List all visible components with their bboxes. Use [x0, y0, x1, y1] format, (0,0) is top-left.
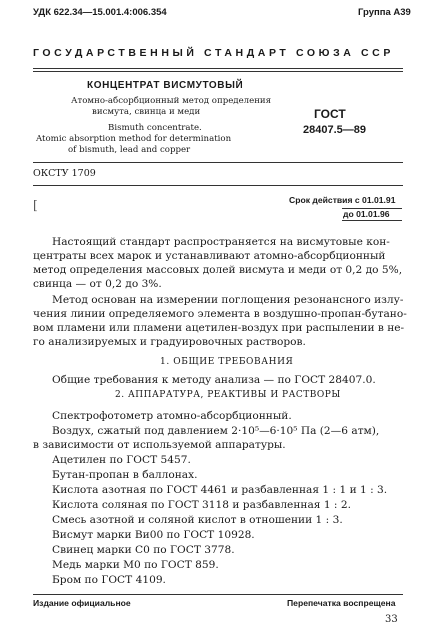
gost-label: ГОСТ [314, 107, 346, 121]
intro-line: чения линии определяемого элемента в воздушно-пропан-бутано- [33, 308, 407, 320]
section-1-heading: 1. ОБЩИЕ ТРЕБОВАНИЯ [160, 357, 294, 367]
okstu-code: ОКСТУ 1709 [33, 168, 96, 179]
intro-line: метод определения массовых долей висмута и меди от 0,2 до 5%, [33, 264, 403, 276]
equipment-line: Медь марки М0 по ГОСТ 859. [52, 559, 219, 571]
equipment-line: Воздух, сжатый под давлением 2·10⁵—6·10⁵ Па (2—6 атм), [52, 425, 380, 437]
equipment-line: Кислота азотная по ГОСТ 4461 и разбавленная 1 : 1 и 1 : 3. [52, 484, 388, 496]
page-number: 33 [385, 614, 398, 625]
gost-number: 28407.5—89 [303, 124, 366, 136]
equipment-line: Свинец марки С0 по ГОСТ 3778. [52, 544, 235, 556]
equipment-line: в зависимости от используемой аппаратуры. [33, 439, 286, 451]
validity-to: до 01.01.96 [343, 209, 390, 219]
intro-line: свинца — от 0,2 до 3%. [33, 278, 162, 290]
equipment-line: Спектрофотометр атомно-абсорбционный. [52, 410, 292, 422]
title-en-line-2: Atomic absorption method for determination [36, 134, 232, 144]
header-rule [33, 68, 403, 69]
intro-line: Метод основан на измерении поглощения резонансного излу- [52, 294, 404, 306]
footer-rule [33, 594, 403, 595]
state-standard-heading: ГОСУДАРСТВЕННЫЙ СТАНДАРТ СОЮЗА ССР [33, 47, 394, 59]
equipment-line: Бутан-пропан в баллонах. [52, 469, 198, 481]
subtitle-ru-line-2: висмута, свинца и меди [92, 107, 201, 117]
header-rule-2 [33, 71, 403, 72]
group-code: Группа А39 [358, 7, 411, 18]
intro-line: центраты всех марок и устанавливают атомно-абсорбционный [33, 250, 386, 262]
section-2-heading: 2. АППАРАТУРА, РЕАКТИВЫ И РАСТВОРЫ [115, 390, 341, 400]
subtitle-ru-line-1: Атомно-абсорбционный метод определения [71, 96, 272, 106]
margin-mark: [ [33, 198, 38, 212]
footer-official-edition: Издание официальное [33, 598, 131, 608]
title-en-line-1: Bismuth concentrate. [108, 123, 202, 133]
footer-reprint-notice: Перепечатка воспрещена [287, 598, 396, 608]
validity-from: Срок действия с 01.01.91 [289, 195, 396, 205]
intro-line: го анализируемых и градуировочных растворов. [33, 336, 306, 348]
document-title: КОНЦЕНТРАТ ВИСМУТОВЫЙ [87, 80, 244, 91]
equipment-line: Висмут марки Ви00 по ГОСТ 10928. [52, 529, 255, 541]
title-rule [33, 162, 403, 163]
equipment-line: Кислота соляная по ГОСТ 3118 и разбавленная 1 : 2. [52, 499, 351, 511]
equipment-line: Бром по ГОСТ 4109. [52, 574, 166, 586]
intro-line: вом пламени или пламени ацетилен-воздух при распылении в не- [33, 322, 405, 334]
equipment-line: Ацетилен по ГОСТ 5457. [52, 454, 191, 466]
udk-code: УДК 622.34—15.001.4:006.354 [33, 7, 167, 18]
validity-underline-2 [342, 220, 402, 221]
equipment-line: Смесь азотной и соляной кислот в отношении 1 : 3. [52, 514, 343, 526]
okstu-rule [33, 185, 403, 186]
intro-line: Настоящий стандарт распространяется на висмутовые кон- [52, 236, 390, 248]
title-en-line-3: of bismuth, lead and copper [68, 145, 191, 155]
section-1-text: Общие требования к методу анализа — по ГОСТ 28407.0. [52, 374, 376, 386]
